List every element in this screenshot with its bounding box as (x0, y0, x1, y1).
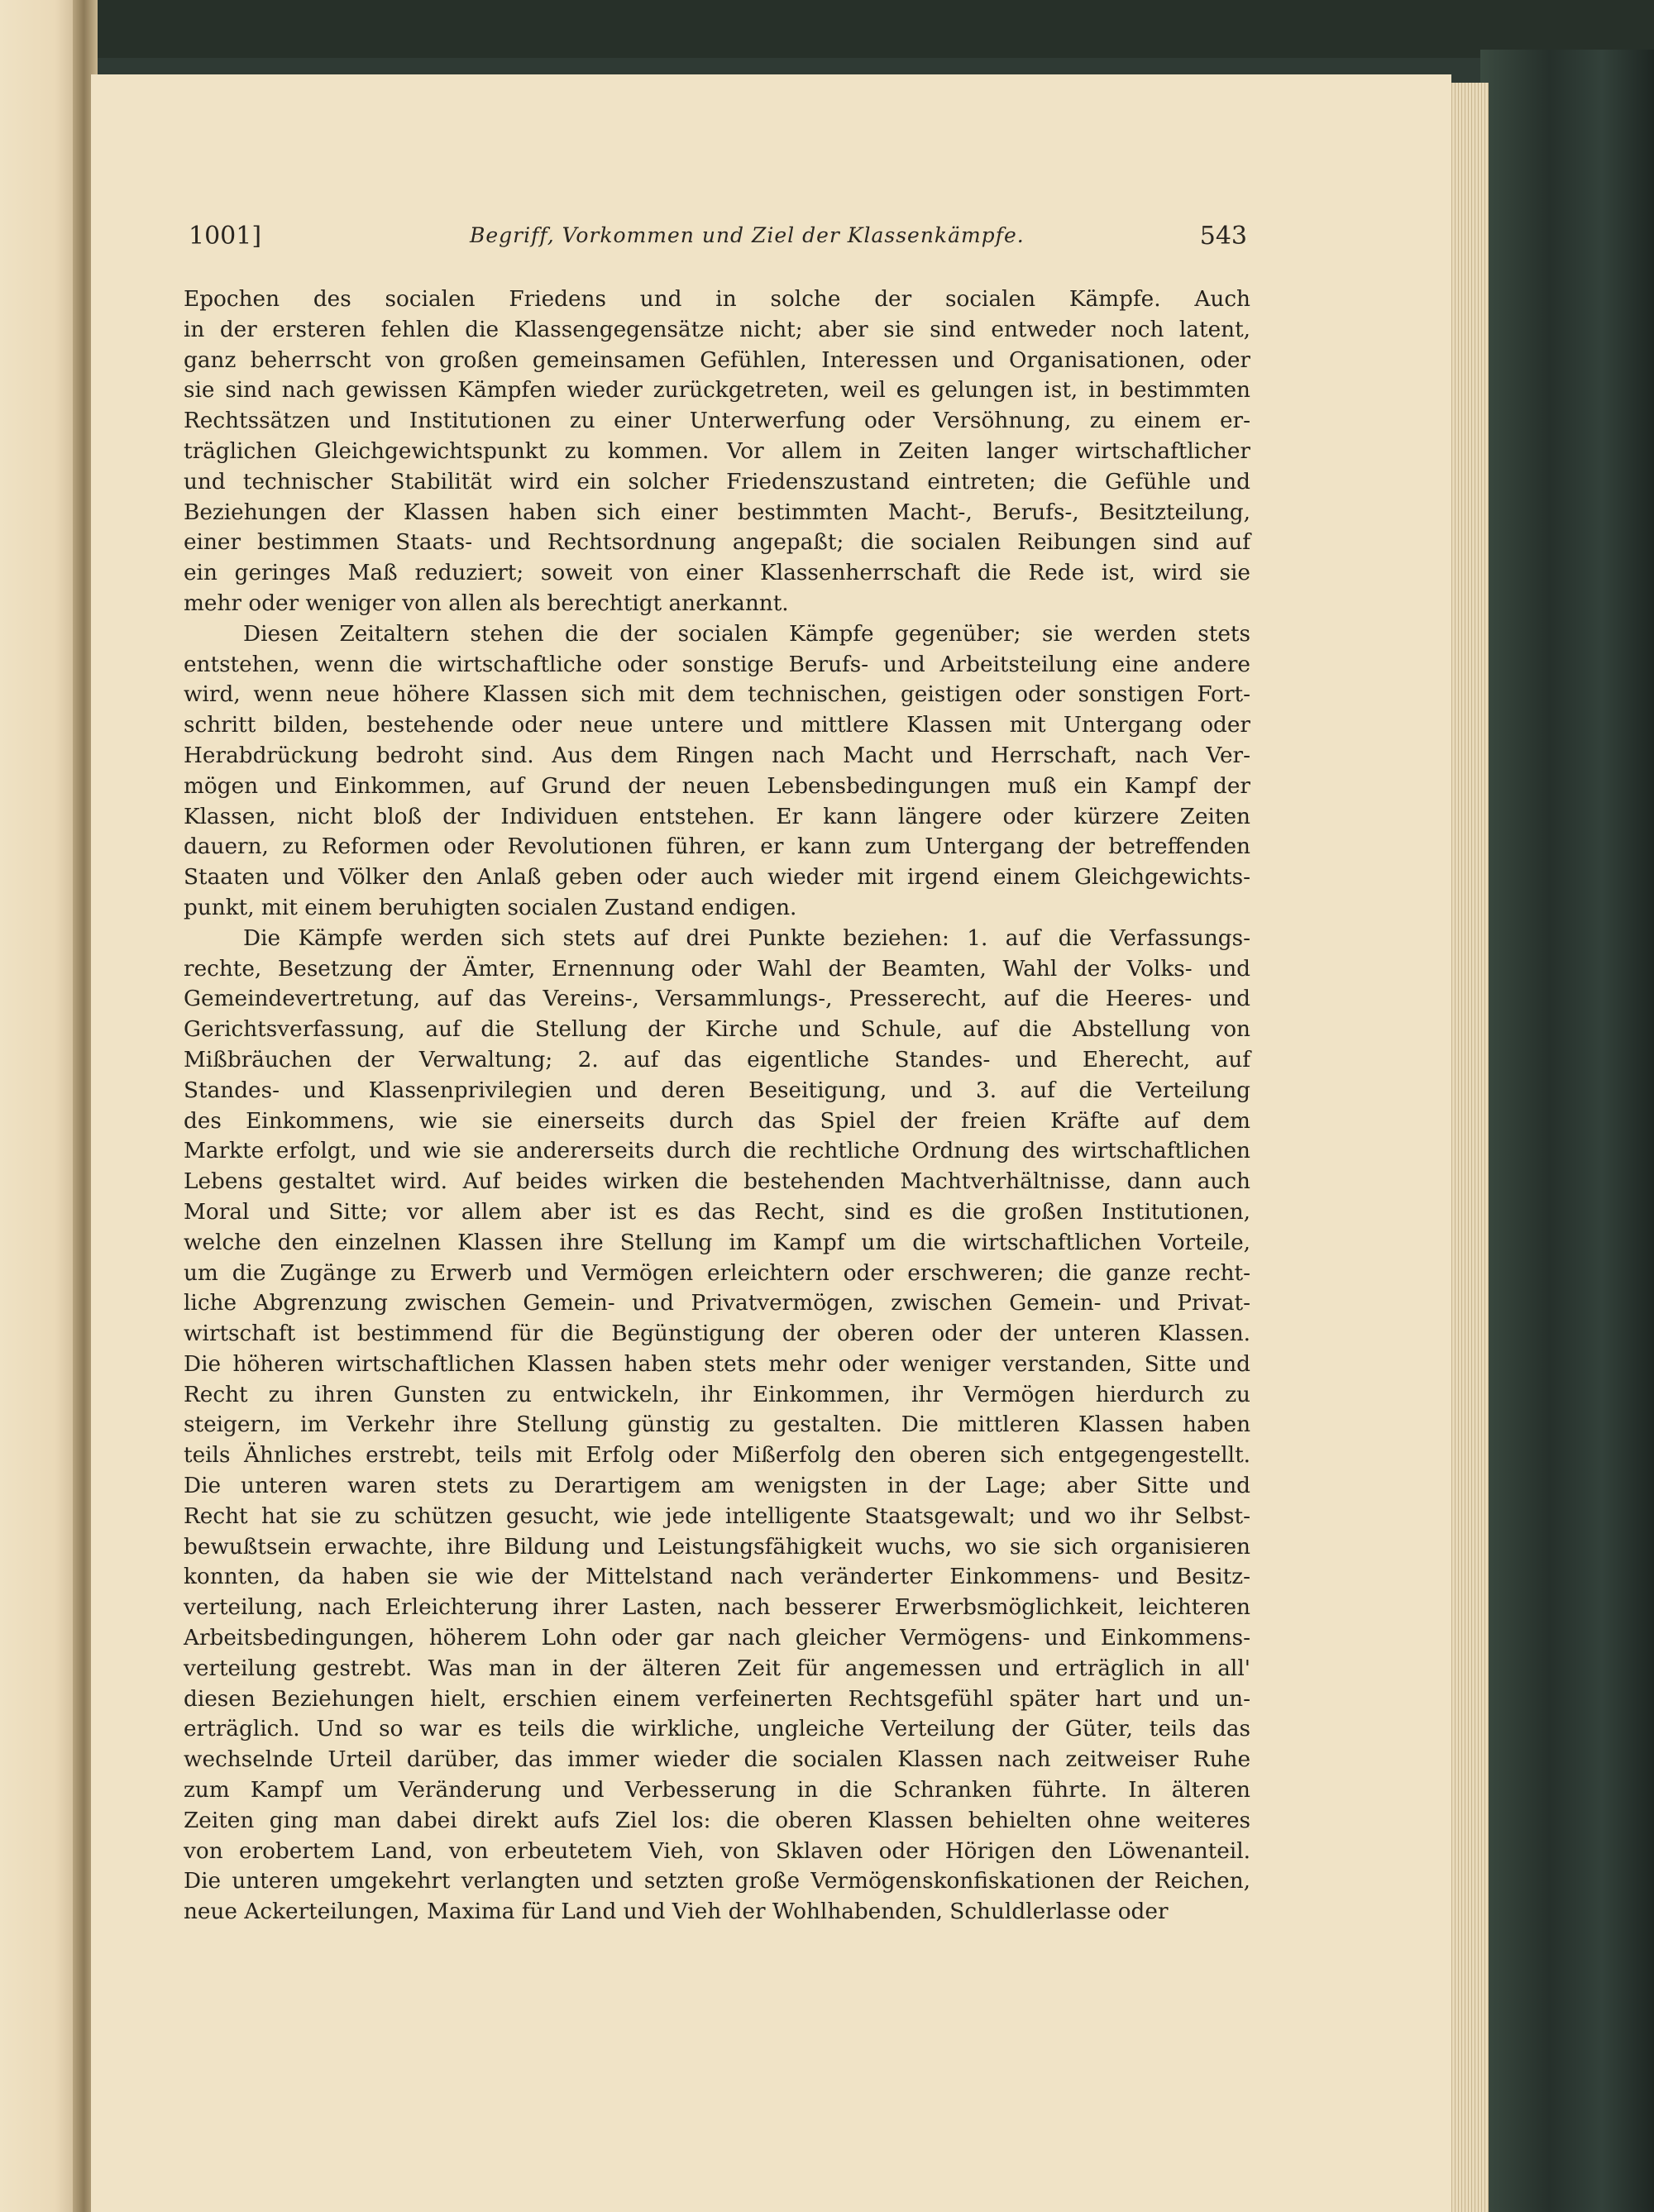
body-text (184, 284, 1250, 1928)
text-line: konnten, da haben sie wie der Mittelstand nach veränderter Einkommens- und Besitz- (184, 1565, 1250, 1590)
text-line: Standes- und Klassenprivilegien und deren Beseitigung, und 3. auf die Verteilung (184, 1077, 1250, 1103)
text-line: Diesen Zeitaltern stehen die der socialen Kämpfe gegenüber; sie werden stets (243, 621, 1250, 647)
paragraph (184, 284, 1250, 619)
text-line: wird, wenn neue höhere Klassen sich mit dem technischen, geistigen oder sonstigen Fort- (184, 682, 1250, 708)
book-cover-right (1480, 50, 1654, 2212)
chapter-title: Begriff, Vorkommen und Ziel der Klassenkämpfe. (470, 223, 1025, 247)
text-line: sie sind nach gewissen Kämpfen wieder zurückgetreten, weil es gelungen ist, in bestimmten (184, 378, 1250, 404)
text-line: diesen Beziehungen hielt, erschien einem verfeinerten Rechtsgefühl später hart und un- (184, 1686, 1250, 1712)
page-number: 543 (1199, 222, 1247, 251)
facing-page-edge (0, 0, 79, 2212)
running-head (189, 222, 1247, 261)
text-line: Gemeindevertretung, auf das Vereins-, Versammlungs-, Presserecht, auf die Heeres- und (184, 987, 1250, 1012)
text-line: ganz beherrscht von großen gemeinsamen Gefühlen, Interessen und Organisationen, oder (184, 347, 1250, 373)
text-line: Gerichtsverfassung, auf die Stellung der Kirche und Schule, auf die Abstellung von (184, 1017, 1250, 1043)
text-line: Staaten und Völker den Anlaß geben oder auch wieder mit irgend einem Gleichgewichts- (184, 865, 1250, 891)
text-line: Mißbräuchen der Verwaltung; 2. auf das eigentliche Standes- und Eherecht, auf (184, 1047, 1250, 1073)
paragraph (184, 619, 1250, 924)
text-line: erträglich. Und so war es teils die wirkliche, ungleiche Verteilung der Güter, teils das (184, 1717, 1250, 1742)
text-line: ein geringes Maß reduziert; soweit von einer Klassenherrschaft die Rede ist, wird sie (184, 561, 1250, 586)
text-line: des Einkommens, wie sie einerseits durch das Spiel der freien Kräfte auf dem (184, 1108, 1250, 1134)
text-line: mögen und Einkommen, auf Grund der neuen Lebensbedingungen muß ein Kampf der (184, 773, 1250, 799)
book-cover-top (0, 0, 1654, 58)
text-line: Beziehungen der Klassen haben sich einer bestimmten Macht-, Berufs-, Besitzteilung, (184, 499, 1250, 525)
text-line: Markte erfolgt, und wie sie andererseits durch die rechtliche Ordnung des wirtschaftlichen (184, 1139, 1250, 1164)
text-line: verteilung, nach Erleichterung ihrer Lasten, nach besserer Erwerbsmöglichkeit, leichteren (184, 1595, 1250, 1621)
text-line: wirtschaft ist bestimmend für die Begünstigung der oberen oder der unteren Klassen. (184, 1321, 1250, 1347)
text-line: punkt, mit einem beruhigten socialen Zustand endigen. (184, 895, 797, 920)
text-line: Zeiten ging man dabei direkt aufs Ziel los: die oberen Klassen behielten ohne weiteres (184, 1808, 1250, 1833)
text-line: um die Zugänge zu Erwerb und Vermögen erleichtern oder erschweren; die ganze recht- (184, 1260, 1250, 1286)
text-line: Moral und Sitte; vor allem aber ist es das Recht, sind es die großen Institutionen, (184, 1199, 1250, 1225)
text-line: schritt bilden, bestehende oder neue untere und mittlere Klassen mit Untergang oder (184, 713, 1250, 738)
text-line: einer bestimmen Staats- und Rechtsordnung angepaßt; die socialen Reibungen sind auf (184, 530, 1250, 556)
text-line: Die unteren umgekehrt verlangten und setzten große Vermögenskonfiskationen der Reichen, (184, 1869, 1250, 1894)
text-line: dauern, zu Reformen oder Revolutionen führen, er kann zum Untergang der betreffenden (184, 834, 1250, 860)
text-line: entstehen, wenn die wirtschaftliche oder sonstige Berufs- und Arbeitsteilung eine andere (184, 652, 1250, 677)
text-line: Die unteren waren stets zu Derartigem am wenigsten in der Lage; aber Sitte und (184, 1474, 1250, 1499)
text-line: liche Abgrenzung zwischen Gemein- und Privatvermögen, zwischen Gemein- und Privat- (184, 1291, 1250, 1316)
text-line: Die Kämpfe werden sich stets auf drei Punkte beziehen: 1. auf die Verfassungs- (243, 925, 1250, 951)
text-line: steigern, im Verkehr ihre Stellung günstig zu gestalten. Die mittleren Klassen haben (184, 1412, 1250, 1438)
section-number: 1001] (189, 222, 262, 251)
text-line: Rechtssätzen und Institutionen zu einer Unterwerfung oder Versöhnung, zu einem er- (184, 408, 1250, 434)
text-line: zum Kampf um Veränderung und Verbesserung in die Schranken führte. In älteren (184, 1778, 1250, 1804)
text-line: Recht zu ihren Gunsten zu entwickeln, ihr Einkommen, ihr Vermögen hierdurch zu (184, 1382, 1250, 1407)
text-line: Lebens gestaltet wird. Auf beides wirken die bestehenden Machtverhältnisse, dann auch (184, 1169, 1250, 1195)
text-line: Herabdrückung bedroht sind. Aus dem Ringen nach Macht und Herrschaft, nach Ver- (184, 743, 1250, 768)
paragraph (184, 924, 1250, 1928)
text-line: Die höheren wirtschaftlichen Klassen haben stets mehr oder weniger verstanden, Sitte und (184, 1351, 1250, 1377)
text-line: neue Ackerteilungen, Maxima für Land und Vieh der Wohlhabenden, Schuldlerlasse oder (184, 1899, 1169, 1925)
text-line: welche den einzelnen Klassen ihre Stellung im Kampf um die wirtschaftlichen Vorteile, (184, 1230, 1250, 1255)
text-line: rechte, Besetzung der Ämter, Ernennung oder Wahl der Beamten, Wahl der Volks- und (184, 956, 1250, 982)
text-line: in der ersteren fehlen die Klassengegensätze nicht; aber sie sind entweder noch latent, (184, 317, 1250, 342)
text-line: verteilung gestrebt. Was man in der älteren Zeit für angemessen und erträglich in all' (184, 1655, 1250, 1681)
text-line: teils Ähnliches erstrebt, teils mit Erfolg oder Mißerfolg den oberen sich entgegengestellt. (184, 1443, 1250, 1469)
text-line: Recht hat sie zu schützen gesucht, wie jede intelligente Staatsgewalt; und wo ihr Selbst- (184, 1503, 1250, 1529)
text-line: wechselnde Urteil darüber, das immer wieder die socialen Klassen nach zeitweiser Ruhe (184, 1747, 1250, 1773)
text-line: träglichen Gleichgewichtspunkt zu kommen. Vor allem in Zeiten langer wirtschaftlicher (184, 438, 1250, 464)
text-line: von erobertem Land, von erbeutetem Vieh, von Sklaven oder Hörigen den Löwenanteil. (184, 1838, 1250, 1864)
text-line: Klassen, nicht bloß der Individuen entstehen. Er kann längere oder kürzere Zeiten (184, 804, 1250, 829)
text-line: und technischer Stabilität wird ein solcher Friedenszustand eintreten; die Gefühle und (184, 469, 1250, 494)
text-line: bewußtsein erwachte, ihre Bildung und Leistungsfähigkeit wuchs, wo sie sich organisieren (184, 1534, 1250, 1560)
text-line: mehr oder weniger von allen als berechtigt anerkannt. (184, 590, 789, 616)
text-line: Epochen des socialen Friedens und in solche der socialen Kämpfe. Auch (184, 287, 1250, 312)
text-line: Arbeitsbedingungen, höherem Lohn oder gar nach gleicher Vermögens- und Einkommens- (184, 1626, 1250, 1651)
